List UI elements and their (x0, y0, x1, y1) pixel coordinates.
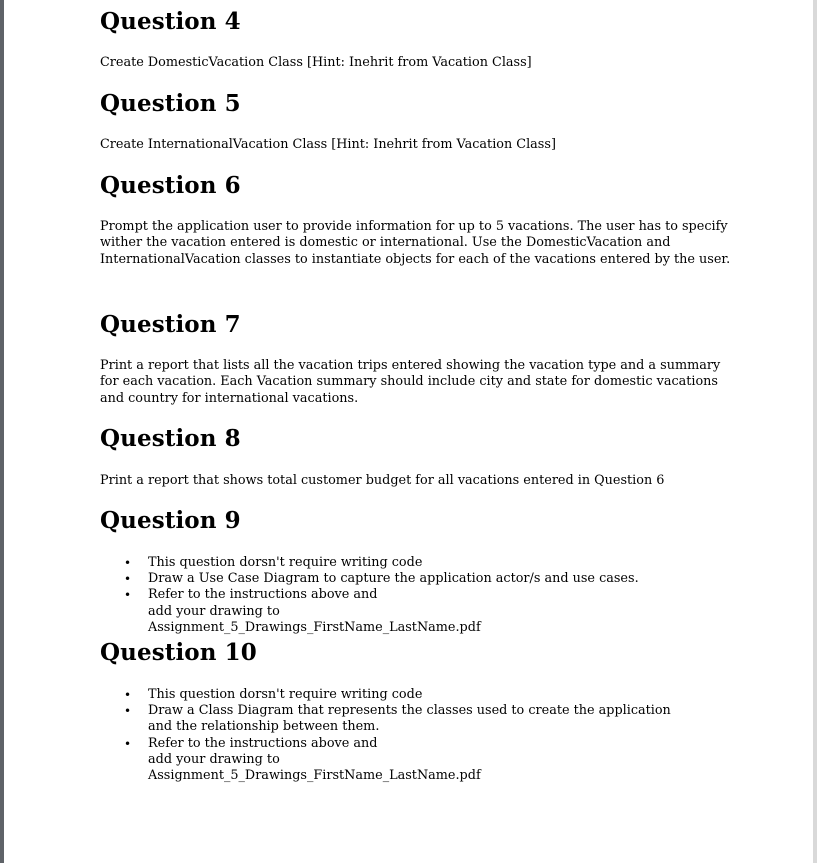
question-text: Create InternationalVacation Class [Hint: Inehrit from Vacation Class] (100, 137, 556, 152)
question-9 (100, 507, 732, 636)
question-title: Question 4 (100, 8, 241, 35)
question-title: Question 10 (100, 639, 257, 666)
bullet-icon: • (124, 572, 132, 587)
bullet-list (100, 687, 732, 784)
question-title: Question 8 (100, 425, 241, 452)
question-text: Create DomesticVacation Class [Hint: Inehrit from Vacation Class] (100, 55, 532, 70)
list-item (100, 587, 732, 636)
list-item-text: Draw a Use Case Diagram to capture the application actor/s and use cases. (148, 571, 639, 587)
question-7 (100, 311, 732, 407)
question-title: Question 5 (100, 90, 241, 117)
list-item-text: Refer to the instructions above and add your drawing to Assignment_5_Drawings_FirstName_LastName.pdf (148, 735, 481, 784)
bullet-icon: • (124, 556, 132, 570)
document-page (4, 0, 813, 863)
bullet-icon: • (124, 588, 132, 603)
question-title: Question 9 (100, 507, 241, 534)
list-item (100, 555, 732, 571)
list-item (100, 571, 732, 587)
question-5 (100, 90, 732, 153)
list-item-text: This question dorsn't require writing code (148, 687, 423, 702)
question-text: Prompt the application user to provide information for up to 5 vacations. The user has to specify wither the vacation entered is domestic or international. Use the DomesticVacation and InternationalVacation classes to instantiate objects for each of the vacations entered by the user. (100, 219, 731, 267)
question-text: Print a report that lists all the vacation trips entered showing the vacation type and a summary for each vacation. Each Vacation summary should include city and state for domestic vacations and country for international vacations. (100, 358, 721, 406)
viewer-right-edge (813, 0, 817, 863)
list-item (100, 736, 732, 785)
list-item-text: Draw a Class Diagram that represents the classes used to create the application and the relationship between them. (148, 703, 671, 735)
list-item-text: Refer to the instructions above and add your drawing to Assignment_5_Drawings_FirstName_LastName.pdf (148, 587, 481, 635)
bullet-list (100, 555, 732, 636)
question-6 (100, 172, 732, 268)
question-10 (100, 639, 732, 784)
bullet-icon: • (124, 688, 132, 702)
question-8 (100, 425, 732, 489)
question-title: Question 7 (100, 311, 241, 338)
list-item (100, 703, 732, 735)
list-item (100, 687, 732, 703)
question-title: Question 6 (100, 172, 241, 199)
bullet-icon: • (124, 704, 132, 719)
question-4 (100, 8, 732, 71)
list-item-text: This question dorsn't require writing code (148, 555, 423, 570)
bullet-icon: • (124, 736, 132, 751)
question-text: Print a report that shows total customer budget for all vacations entered in Question 6 (100, 473, 665, 488)
